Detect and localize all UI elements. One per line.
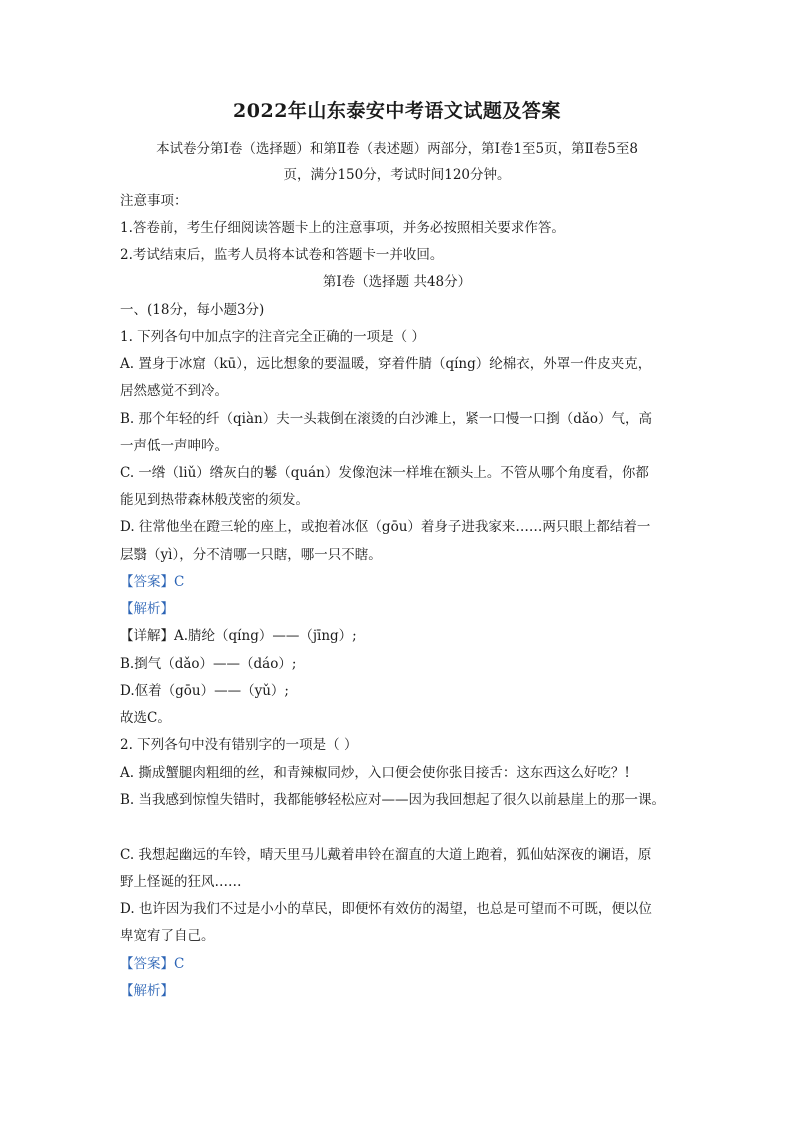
q1-option-a-line1: A. 置身于冰窟（kū），远比想象的要温暖，穿着件腈（qíng）纶棉衣，外罩一件皮夹克， [120,356,652,372]
notice-heading: 注意事项： [120,193,188,209]
q1-option-d-line2: 层翳（yì），分不清哪一只瞎，哪一只不瞎。 [120,547,382,563]
q2-option-c-line2: 野上怪诞的狂风…… [120,874,242,890]
q2-analysis-label: 【解析】 [120,983,174,999]
q1-detail-1: 【详解】A.腈纶（qíng）——（jīng）; [120,628,357,644]
q1-detail-3: D.伛着（gōu）——（yǔ）; [120,683,289,699]
notice-item-2: 2.考试结束后，监考人员将本试卷和答题卡一并收回。 [120,247,444,263]
q2-option-a: A. 撕成蟹腿肉粗细的丝，和青辣椒同炒，入口便会使你张目接舌：这东西这么好吃？! [120,765,630,781]
q2-option-d-line2: 卑宽宥了自己。 [120,928,215,944]
intro-line-2: 页，满分150分，考试时间120分钟。 [283,167,511,183]
page-title: 2022年山东泰安中考语文试题及答案 [233,100,561,122]
q1-option-a-line2: 居然感觉不到冷。 [120,383,228,399]
section1-heading: 一、(18分，每小题3分) [120,302,265,318]
q2-option-d-line1: D. 也许因为我们不过是小小的草民，即便怀有效仿的渴望，也总是可望而不可既，便以位 [120,901,652,917]
q2-answer: 【答案】C [120,956,185,972]
intro-line-1: 本试卷分第Ⅰ卷（选择题）和第Ⅱ卷（表述题）两部分，第Ⅰ卷1至5页，第Ⅱ卷5至8 [156,141,638,157]
q2-option-b: B. 当我感到惊惶失错时，我都能够轻松应对——因为我回想起了很久以前悬崖上的那一课。 [120,792,666,808]
q1-option-c-line2: 能见到热带森林般茂密的须发。 [120,492,309,508]
q1-conclusion: 故选C。 [120,710,171,726]
q1-answer: 【答案】C [120,574,185,590]
q1-option-b-line1: B. 那个年轻的纤（qiàn）夫一头栽倒在滚烫的白沙滩上，紧一口慢一口捯（dǎo）气，高 [120,411,653,427]
q1-detail-2: B.捯气（dǎo）——（dáo）; [120,656,297,672]
notice-item-1: 1.答卷前，考生仔细阅读答题卡上的注意事项，并务必按照相关要求作答。 [120,220,565,236]
q2-option-c-line1: C. 我想起幽远的车铃，晴天里马儿戴着串铃在溜直的大道上跑着，狐仙姑深夜的谰语，原 [120,847,652,863]
q1-analysis-label: 【解析】 [120,601,174,617]
q1-stem: 1. 下列各句中加点字的注音完全正确的一项是（ ） [120,329,425,345]
q1-option-b-line2: 一声低一声呻吟。 [120,438,228,454]
q1-option-c-line1: C. 一绺（liǔ）绺灰白的鬈（quán）发像泡沫一样堆在额头上。不管从哪个角度看，你都 [120,465,649,481]
q2-stem: 2. 下列各句中没有错别字的一项是（ ） [120,737,358,753]
part1-heading: 第Ⅰ卷（选择题 共48分） [322,274,472,290]
q1-option-d-line1: D. 往常他坐在蹬三轮的座上，或抱着冰伛（gōu）着身子进我家来……两只眼上都结着一 [120,519,651,535]
